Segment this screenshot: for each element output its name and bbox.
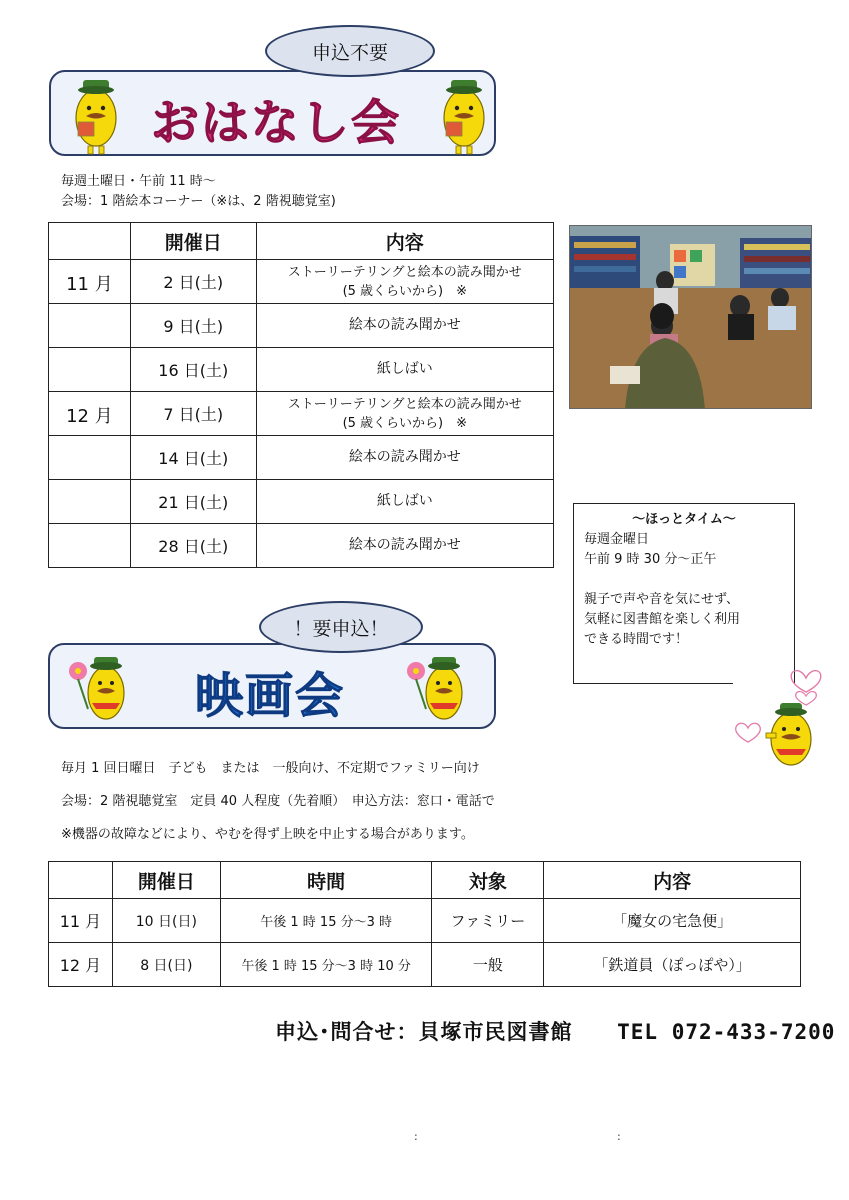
time-cell: 午後 1 時 15 分～3 時 10 分 bbox=[220, 943, 432, 987]
date-cell: 14 日(土) bbox=[130, 436, 256, 480]
table-row bbox=[49, 480, 554, 524]
mascot-with-book-icon bbox=[434, 74, 494, 156]
content-cell: 絵本の読み聞かせ bbox=[256, 304, 553, 348]
movie-info-line: 会場：2 階視聴覚室 定員 40 人程度（先着順） 申込方法：窓口・電話で bbox=[61, 794, 495, 809]
content-line: ストーリーテリングと絵本の読み聞かせ bbox=[287, 396, 522, 412]
date-cell: 7 日(土) bbox=[130, 392, 256, 436]
movie-badge-label: ！要申込！ bbox=[293, 617, 389, 640]
table-header bbox=[49, 223, 131, 260]
date-cell: 9 日(土) bbox=[130, 304, 256, 348]
table-row bbox=[49, 436, 554, 480]
storytime-info bbox=[61, 172, 336, 212]
audience-cell: 一般 bbox=[432, 943, 544, 987]
content-line: (5 歳くらいから) ※ bbox=[342, 283, 468, 299]
movie-badge bbox=[259, 601, 423, 653]
date-cell: 2 日(土) bbox=[130, 260, 256, 304]
contact-label: 申込･問合せ：貝塚市民図書館 bbox=[275, 1020, 573, 1044]
table-header: 時間 bbox=[220, 862, 432, 899]
table-header-row bbox=[49, 862, 801, 899]
movie-title-cell: 「鉄道員（ぽっぽや）」 bbox=[544, 943, 801, 987]
time-cell: 午後 1 時 15 分～3 時 bbox=[220, 899, 432, 943]
hottime-desc-line: できる時間です！ bbox=[584, 632, 689, 647]
contact-tel: TEL 072-433-7200 bbox=[617, 1020, 836, 1044]
table-header-row bbox=[49, 223, 554, 260]
mascot-with-book-icon bbox=[66, 74, 126, 156]
movie-table bbox=[48, 861, 801, 987]
table-header: 開催日 bbox=[112, 862, 220, 899]
month-cell: 12 月 bbox=[49, 943, 113, 987]
storytime-venue-line: 会場：1 階絵本コーナー（※は、2 階視聴覚室) bbox=[61, 194, 336, 209]
hottime-box-bottom-border bbox=[573, 683, 733, 684]
month-cell bbox=[49, 304, 131, 348]
movie-info-line: 毎月 1 回日曜日 子ども または 一般向け、不定期でファミリー向け bbox=[61, 761, 480, 776]
movie-title-cell: 「魔女の宅急便」 bbox=[544, 899, 801, 943]
mascot-with-flower-icon bbox=[64, 649, 134, 729]
hottime-time: 午前 9 時 30 分～正午 bbox=[584, 552, 717, 567]
table-header: 内容 bbox=[256, 223, 553, 260]
table-row bbox=[49, 899, 801, 943]
date-cell: 28 日(土) bbox=[130, 524, 256, 568]
content-cell bbox=[256, 260, 553, 304]
month-cell bbox=[49, 436, 131, 480]
mascot-with-flower-icon bbox=[402, 649, 472, 729]
storytime-table bbox=[48, 222, 554, 568]
content-line: (5 歳くらいから) ※ bbox=[342, 415, 468, 431]
content-cell: 絵本の読み聞かせ bbox=[256, 524, 553, 568]
hottime-desc-line: 気軽に図書館を楽しく利用 bbox=[584, 612, 741, 627]
table-row bbox=[49, 348, 554, 392]
footer-mark: : bbox=[617, 1130, 621, 1143]
table-row bbox=[49, 304, 554, 348]
hottime-title: ～ほっとタイム～ bbox=[632, 512, 736, 527]
storytime-badge-label: 申込不要 bbox=[311, 41, 388, 64]
movie-info bbox=[61, 752, 495, 851]
month-cell bbox=[49, 524, 131, 568]
date-cell: 21 日(土) bbox=[130, 480, 256, 524]
mascot-icon bbox=[758, 697, 824, 775]
content-line: ストーリーテリングと絵本の読み聞かせ bbox=[287, 264, 522, 280]
table-header bbox=[49, 862, 113, 899]
footer-mark: : bbox=[414, 1130, 418, 1143]
month-cell: 11 月 bbox=[49, 899, 113, 943]
movie-banner bbox=[48, 643, 496, 729]
table-row bbox=[49, 943, 801, 987]
movie-info-line: ※機器の故障などにより、やむを得ず上映を中止する場合があります。 bbox=[61, 827, 474, 842]
month-cell: 11 月 bbox=[49, 260, 131, 304]
contact-line bbox=[275, 1016, 835, 1046]
table-row bbox=[49, 392, 554, 436]
hottime-desc-line: 親子で声や音を気にせず、 bbox=[584, 592, 739, 607]
storytime-banner bbox=[49, 70, 496, 156]
content-cell: 紙しばい bbox=[256, 348, 553, 392]
hottime-day: 毎週金曜日 bbox=[584, 532, 650, 547]
content-cell bbox=[256, 392, 553, 436]
month-cell bbox=[49, 348, 131, 392]
storytime-schedule-line: 毎週土曜日・午前 11 時～ bbox=[61, 174, 216, 189]
table-header: 対象 bbox=[432, 862, 544, 899]
hottime-box bbox=[573, 503, 795, 683]
date-cell: 10 日(日) bbox=[112, 899, 220, 943]
storytime-title: おはなし会 bbox=[151, 95, 402, 151]
table-row bbox=[49, 260, 554, 304]
storytime-badge bbox=[265, 25, 435, 77]
movie-title: 映画会 bbox=[195, 668, 346, 724]
month-cell: 12 月 bbox=[49, 392, 131, 436]
content-cell: 紙しばい bbox=[256, 480, 553, 524]
table-header: 開催日 bbox=[130, 223, 256, 260]
month-cell bbox=[49, 480, 131, 524]
date-cell: 16 日(土) bbox=[130, 348, 256, 392]
date-cell: 8 日(日) bbox=[112, 943, 220, 987]
table-row bbox=[49, 524, 554, 568]
audience-cell: ファミリー bbox=[432, 899, 544, 943]
library-photo bbox=[569, 225, 812, 409]
content-cell: 絵本の読み聞かせ bbox=[256, 436, 553, 480]
table-header: 内容 bbox=[544, 862, 801, 899]
